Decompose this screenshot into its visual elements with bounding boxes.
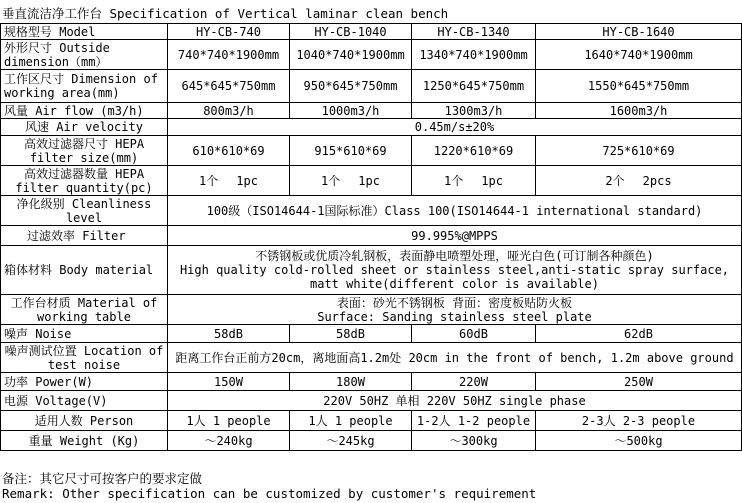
row-label-noise-location: 噪声测试位置 Location of test noise: [1, 343, 168, 373]
model-1040: HY-CB-1040: [290, 24, 412, 40]
filter-value: 99.995%@MPPS: [168, 226, 742, 246]
row-label-power: 功率 Power(W): [1, 373, 168, 391]
noise-740: 58dB: [168, 325, 290, 343]
table-row-person: [1, 411, 742, 431]
hepa-qty-en: 1pc: [236, 173, 258, 188]
noise-1640: 62dB: [536, 325, 742, 343]
table-row-cleanliness: [1, 196, 742, 226]
air-flow-740: 800m3/h: [168, 103, 290, 119]
row-label-outside-dimension: 外形尺寸 Outside dimension（mm）: [1, 40, 168, 70]
air-flow-1340: 1300m3/h: [412, 103, 536, 119]
row-label-hepa-quantity: 高效过滤器数量 HEPA filter quantity(pc): [1, 166, 168, 196]
hepa-size-1040: 915*610*69: [290, 136, 412, 166]
table-row-model: [1, 24, 742, 40]
weight-740: ～240kg: [168, 431, 290, 451]
remark-en: Remark: Other specification can be customized by customer's requirement: [2, 486, 537, 501]
row-label-noise: 噪声 Noise: [1, 325, 168, 343]
hepa-qty-cn: 1个: [321, 173, 341, 188]
body-material-en-2: matt white(different color is available): [310, 277, 599, 291]
hepa-qty-cn: 1个: [199, 173, 219, 188]
row-label-air-velocity: 风速 Air velocity: [1, 119, 168, 136]
noise-1340: 60dB: [412, 325, 536, 343]
body-material-en-1: High quality cold-rolled sheet or stainless steel,anti-static spray surface,: [179, 263, 730, 277]
table-row-outside-dimension: [1, 40, 742, 70]
remark-cn: 备注：其它尺寸可按客户的要求定做: [2, 471, 203, 486]
power-1340: 220W: [412, 373, 536, 391]
table-row-hepa-quantity: [1, 166, 742, 196]
table-material-en: Surface: Sanding stainless steel plate: [317, 309, 592, 324]
power-1040: 180W: [290, 373, 412, 391]
table-row-filter: [1, 226, 742, 246]
spec-table: [0, 23, 742, 451]
row-label-air-flow: 风量 Air flow (m3/h): [1, 103, 168, 119]
body-material-value: [168, 246, 742, 295]
hepa-qty-740: [168, 166, 290, 196]
working-dim-1040: 950*645*750mm: [290, 70, 412, 103]
voltage-value: 220V 50HZ 单相 220V 50HZ single phase: [168, 391, 742, 411]
row-label-cleanliness: 净化级别 Cleanliness level: [1, 196, 168, 226]
table-row-noise: [1, 325, 742, 343]
hepa-size-740: 610*610*69: [168, 136, 290, 166]
row-label-table-material: 工作台材质 Material of working table: [1, 295, 168, 325]
air-velocity-value: 0.45m/s±20%: [168, 119, 742, 136]
row-label-model: 规格型号 Model: [1, 24, 168, 40]
row-label-voltage: 电源 Voltage(V): [1, 391, 168, 411]
table-row-weight: [1, 431, 742, 451]
person-1340: 1-2人 1-2 people: [412, 411, 536, 431]
hepa-size-1640: 725*610*69: [536, 136, 742, 166]
table-row-noise-location: [1, 343, 742, 373]
table-row-working-area: [1, 70, 742, 103]
row-label-weight: 重量 Weight (Kg): [1, 431, 168, 451]
cleanliness-value: 100级（ISO14644-1国际标准）Class 100(ISO14644-1 international standard): [168, 196, 742, 226]
power-740: 150W: [168, 373, 290, 391]
hepa-qty-en: 1pc: [481, 173, 503, 188]
table-row-air-velocity: [1, 119, 742, 136]
hepa-size-1340: 1220*610*69: [412, 136, 536, 166]
hepa-qty-cn: 1个: [444, 173, 464, 188]
table-row-hepa-size: [1, 136, 742, 166]
working-dim-740: 645*645*750mm: [168, 70, 290, 103]
hepa-qty-1340: [412, 166, 536, 196]
outside-dim-1340: 1340*740*1900mm: [412, 40, 536, 70]
outside-dim-1640: 1640*740*1900mm: [536, 40, 742, 70]
noise-location-value: 距离工作台正前方20cm，离地面高1.2m处 20cm in the front of bench, 1.2m above ground: [168, 343, 742, 373]
weight-1040: ～245kg: [290, 431, 412, 451]
table-row-body-material: [1, 246, 742, 295]
weight-1640: ～500kg: [536, 431, 742, 451]
outside-dim-1040: 1040*740*1900mm: [290, 40, 412, 70]
hepa-qty-1640: [536, 166, 742, 196]
table-row-table-material: [1, 295, 742, 325]
outside-dim-740: 740*740*1900mm: [168, 40, 290, 70]
table-material-value: [168, 295, 742, 325]
power-1640: 250W: [536, 373, 742, 391]
model-1340: HY-CB-1340: [412, 24, 536, 40]
weight-1340: ～300kg: [412, 431, 536, 451]
table-material-cn: 表面：砂光不锈钢板 背面：密度板贴防火板: [336, 295, 573, 310]
person-1640: 2-3人 2-3 people: [536, 411, 742, 431]
air-flow-1040: 1000m3/h: [290, 103, 412, 119]
table-row-air-flow: [1, 103, 742, 119]
working-dim-1340: 1250*645*750mm: [412, 70, 536, 103]
row-label-body-material: 箱体材料 Body material: [1, 246, 168, 295]
hepa-qty-en: 2pcs: [642, 173, 672, 188]
table-row-voltage: [1, 391, 742, 411]
model-740: HY-CB-740: [168, 24, 290, 40]
working-dim-1640: 1550*645*750mm: [536, 70, 742, 103]
model-1640: HY-CB-1640: [536, 24, 742, 40]
row-label-filter: 过滤效率 Filter: [1, 226, 168, 246]
air-flow-1640: 1600m3/h: [536, 103, 742, 119]
hepa-qty-cn: 2个: [605, 173, 625, 188]
row-label-working-area: 工作区尺寸 Dimension of working area(mm): [1, 70, 168, 103]
hepa-qty-en: 1pc: [358, 173, 380, 188]
row-label-hepa-size: 高效过滤器尺寸 HEPA filter size(mm): [1, 136, 168, 166]
page-title: 垂直流洁净工作台 Specification of Vertical laminar clean bench: [2, 6, 449, 21]
person-1040: 1人 1 people: [290, 411, 412, 431]
person-740: 1人 1 people: [168, 411, 290, 431]
table-row-power: [1, 373, 742, 391]
hepa-qty-1040: [290, 166, 412, 196]
body-material-cn: 不锈钢板或优质冷轧钢板，表面静电喷塑处理，哑光白色(可订制各种颜色): [255, 249, 654, 263]
noise-1040: 58dB: [290, 325, 412, 343]
row-label-person: 适用人数 Person: [1, 411, 168, 431]
